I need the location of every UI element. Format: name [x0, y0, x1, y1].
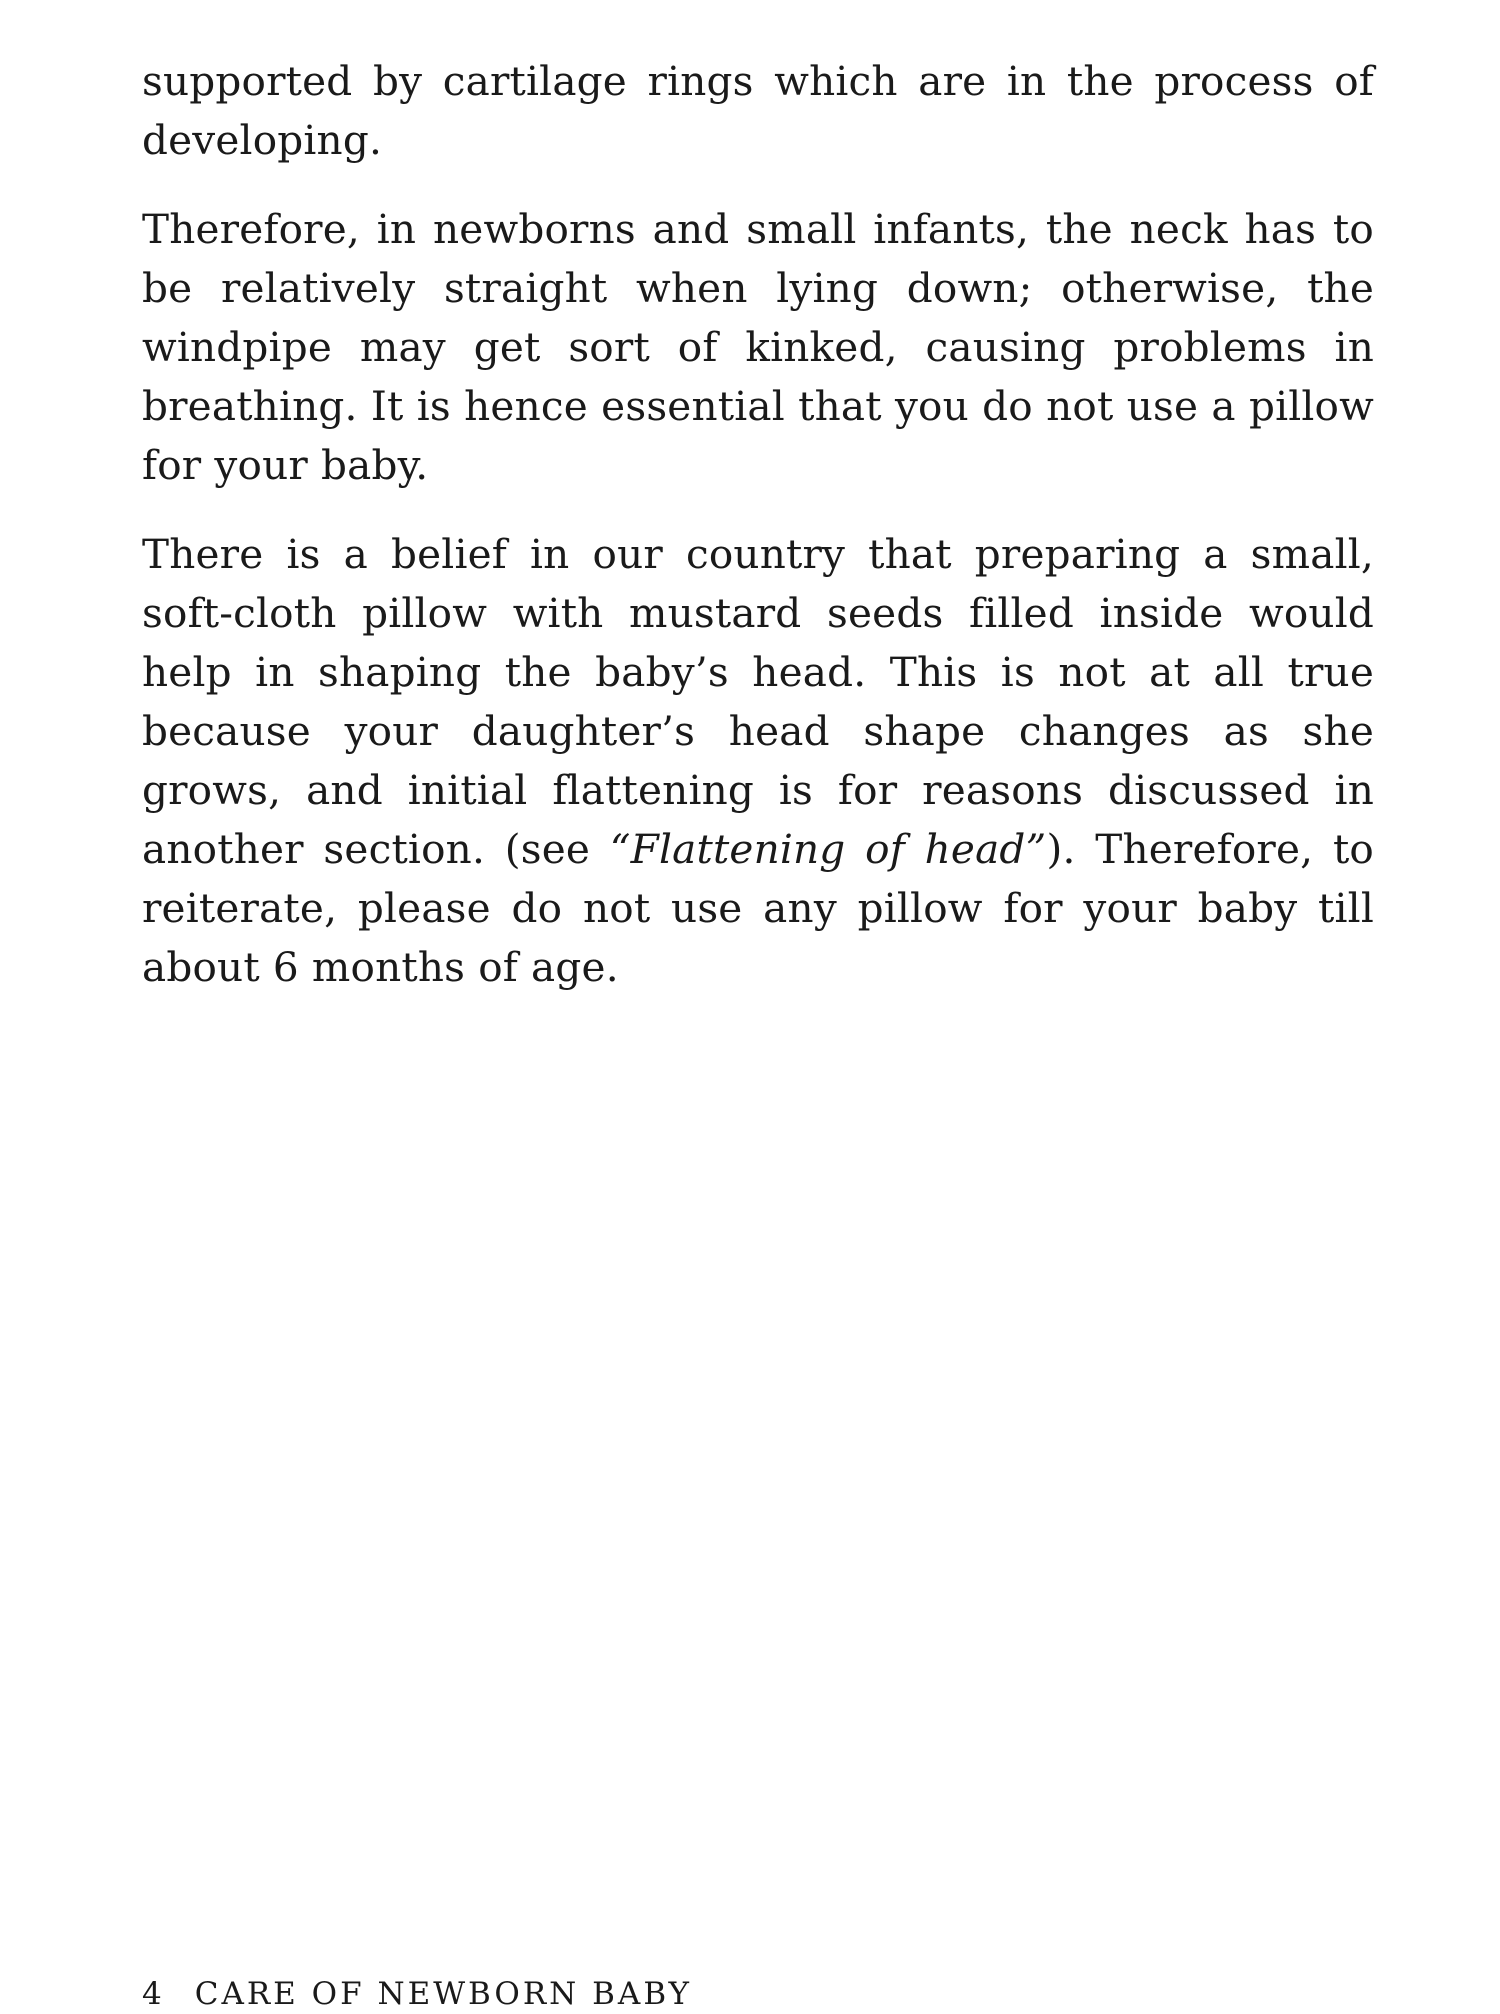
paragraph-3-text-start: There is a belief in our country that preparing a small, soft-cloth pillow with mustard seeds filled inside would help in shaping the baby’s head. This is not at all true because your daughter’s head shape changes as she grows, and initial flattening is for reasons discussed in another section. (see	[142, 530, 1374, 873]
page-number: 4	[142, 1976, 165, 2012]
paragraph-1	[142, 52, 1374, 170]
paragraph-1-text: supported by cartilage rings which are in the process of developing.	[142, 57, 1374, 164]
paragraph-2-text: Therefore, in newborns and small infants, the neck has to be relatively straight when lying down; otherwise, the windpipe may get sort of kinked, causing problems in breathing. It is hence essential that you do not use a pillow for your baby.	[142, 205, 1374, 489]
paragraph-3-text-end: ). Therefore, to reiterate, please do not use any pillow for your baby till about 6 months of age.	[142, 825, 1374, 991]
page-footer	[142, 1974, 692, 2014]
running-title: CARE OF NEWBORN BABY	[194, 1976, 693, 2012]
paragraph-3	[142, 525, 1374, 997]
paragraph-2	[142, 200, 1374, 495]
cross-reference-flattening-of-head: “Flattening of head”	[609, 825, 1047, 873]
page-body	[142, 52, 1374, 1027]
